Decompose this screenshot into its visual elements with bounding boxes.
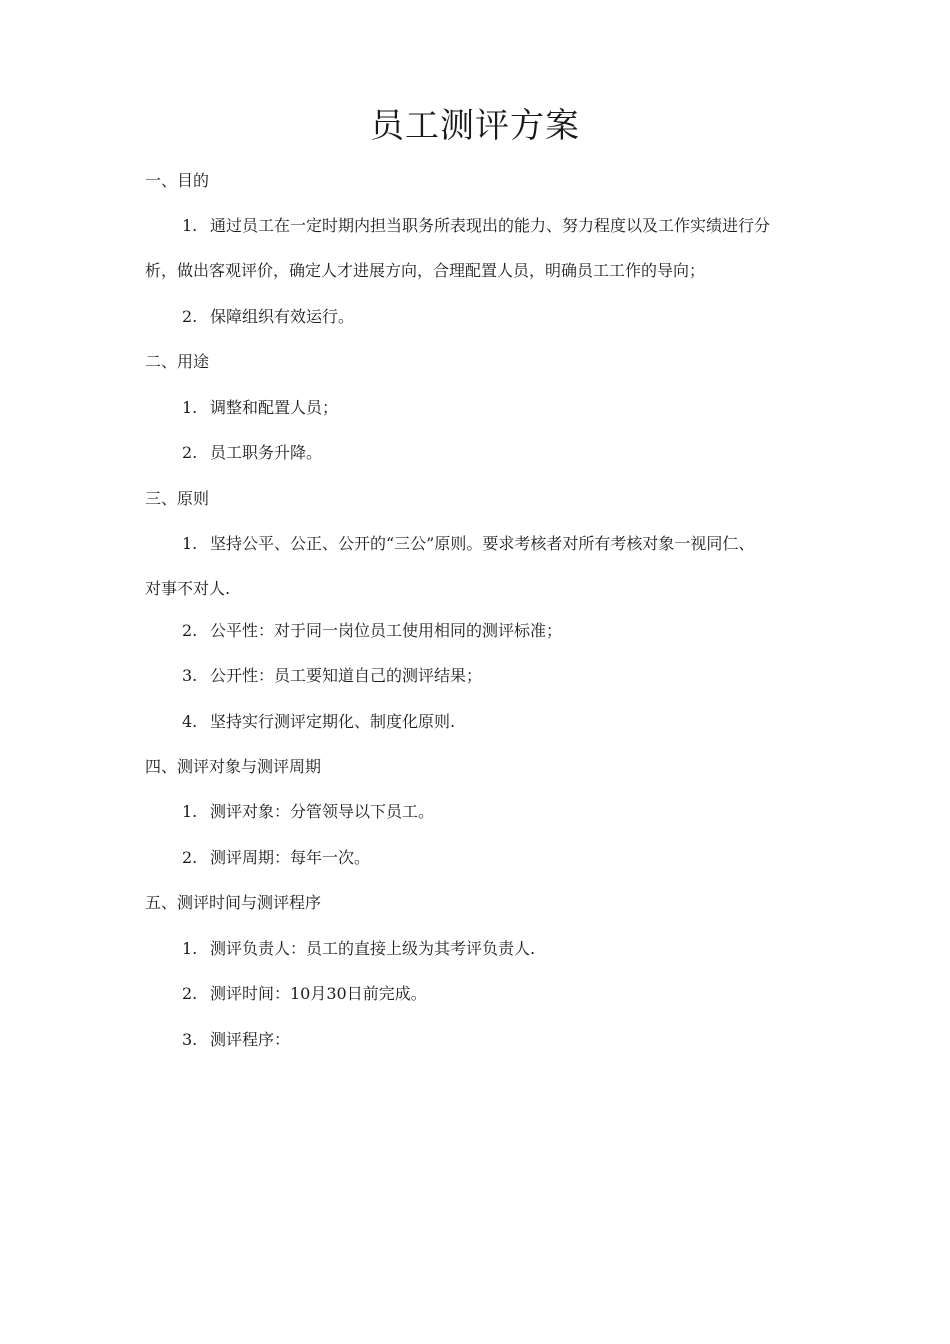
section-heading: 五、测评时间与测评程序: [145, 893, 322, 912]
item-number: 2.: [182, 848, 198, 867]
section-heading: 二、用途: [145, 352, 210, 371]
item-continuation: 对事不对人.: [145, 579, 231, 598]
item-text: 测评对象：分管领导以下员工。: [210, 802, 435, 821]
list-item: [182, 983, 427, 1005]
list-item: [182, 620, 562, 642]
item-text: 测评时间：10月30日前完成。: [210, 984, 427, 1003]
item-number: 3.: [182, 1030, 198, 1049]
item-number: 1.: [182, 534, 198, 553]
item-text: 保障组织有效运行。: [210, 307, 355, 326]
item-number: 1.: [182, 802, 198, 821]
section-heading: 一、目的: [145, 171, 210, 190]
item-continuation: 析，做出客观评价，确定人才进展方向，合理配置人员，明确员工工作的导向；: [145, 261, 706, 280]
item-number: 2.: [182, 443, 198, 462]
item-number: 1.: [182, 216, 198, 235]
item-number: 3.: [182, 666, 198, 685]
item-text: 测评程序：: [210, 1030, 291, 1049]
item-number: 2.: [182, 307, 198, 326]
item-number: 2.: [182, 621, 198, 640]
item-text: 坚持实行测评定期化、制度化原则.: [210, 712, 456, 731]
item-text: 测评周期：每年一次。: [210, 848, 371, 867]
item-number: 4.: [182, 712, 198, 731]
list-item: [182, 801, 434, 823]
document-title: 员工测评方案: [370, 106, 580, 146]
section-heading: 三、原则: [145, 489, 210, 508]
item-text: 测评负责人：员工的直接上级为其考评负责人.: [210, 939, 536, 958]
list-item: [182, 847, 370, 869]
item-text: 坚持公平、公正、公开的“三公”原则。要求考核者对所有考核对象一视同仁、: [210, 534, 755, 553]
list-item: [182, 665, 482, 687]
list-item: [182, 215, 770, 237]
list-item: [182, 533, 754, 555]
list-item: [182, 1029, 290, 1051]
item-number: 1.: [182, 939, 198, 958]
section-heading: 四、测评对象与测评周期: [145, 757, 322, 776]
item-text: 员工职务升降。: [210, 443, 323, 462]
item-text: 公开性：员工要知道自己的测评结果；: [210, 666, 483, 685]
list-item: [182, 397, 338, 419]
item-text: 调整和配置人员；: [210, 398, 339, 417]
list-item: [182, 442, 322, 464]
list-item: [182, 711, 455, 733]
item-text: 通过员工在一定时期内担当职务所表现出的能力、努力程度以及工作实绩进行分: [210, 216, 771, 235]
list-item: [182, 938, 535, 960]
item-number: 1.: [182, 398, 198, 417]
item-text: 公平性：对于同一岗位员工使用相同的测评标准；: [210, 621, 563, 640]
item-number: 2.: [182, 984, 198, 1003]
list-item: [182, 306, 354, 328]
